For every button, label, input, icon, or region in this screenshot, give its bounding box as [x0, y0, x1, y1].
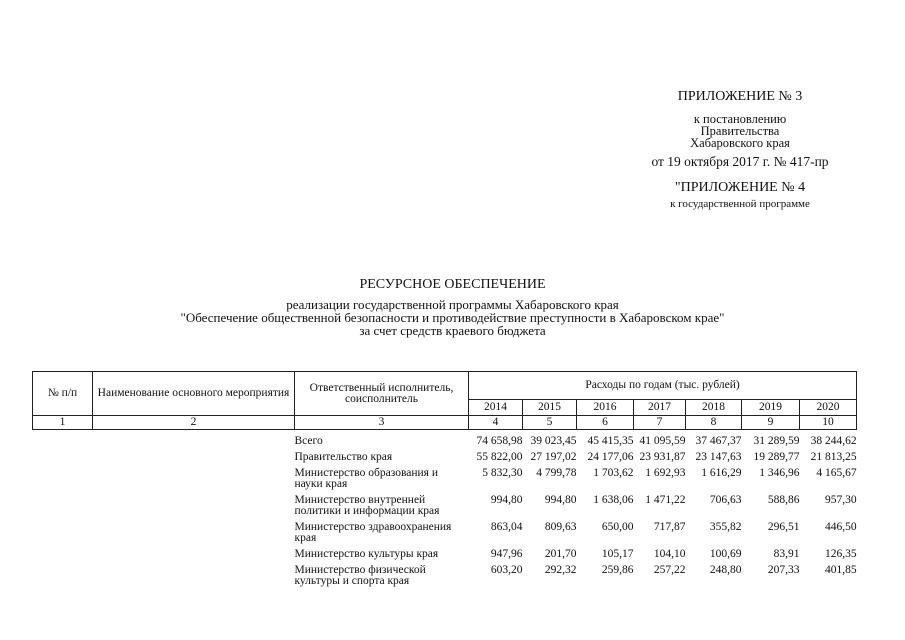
value-cell: 401,85 [824, 564, 857, 576]
column-index: 6 [577, 416, 634, 430]
appendix-date: от 19 октября 2017 г. № 417-пр [651, 154, 829, 169]
value-cell: 1 638,06 [593, 494, 634, 506]
value-cell: 4 799,78 [536, 467, 577, 479]
value-cell: 38 244,62 [810, 435, 857, 447]
value-cell: 1 703,62 [593, 467, 634, 479]
executor-cell: Министерство культуры края [294, 548, 439, 560]
executor-cell: Министерство физической культуры и спорта края [294, 564, 426, 587]
value-cell: 1 692,93 [645, 467, 686, 479]
value-cell: 994,80 [544, 494, 577, 506]
doc-title-line-1: реализации государственной программы Хабаровского края [286, 297, 619, 312]
column-index: 1 [33, 416, 93, 430]
doc-title: РЕСУРСНОЕ ОБЕСПЕЧЕНИЕ [359, 277, 546, 292]
value-cell: 100,69 [709, 548, 742, 560]
value-cell: 446,50 [824, 521, 857, 533]
value-cell: 1 471,22 [645, 494, 686, 506]
table-row [33, 452, 857, 468]
value-cell: 23 147,63 [695, 451, 742, 463]
value-cell: 706,63 [709, 494, 742, 506]
table-row [33, 549, 857, 565]
executor-cell: Министерство внутренней политики и информации края [294, 494, 440, 517]
column-index: 5 [523, 416, 577, 430]
value-cell: 45 415,35 [587, 435, 634, 447]
column-index: 10 [800, 416, 857, 430]
appendix-line-2: Правительства [700, 124, 780, 138]
value-cell: 37 467,37 [695, 435, 742, 447]
value-cell: 74 658,98 [476, 435, 523, 447]
header-number: № п/п [33, 372, 93, 416]
appendix-line-3: Хабаровского края [690, 136, 790, 150]
appendix-title: ПРИЛОЖЕНИЕ № 3 [677, 89, 803, 104]
column-index: 8 [686, 416, 742, 430]
value-cell: 259,86 [601, 564, 634, 576]
value-cell: 248,80 [709, 564, 742, 576]
table-row [33, 495, 857, 522]
value-cell: 126,35 [824, 548, 857, 560]
value-cell: 296,51 [767, 521, 800, 533]
executor-cell: Всего [294, 435, 323, 447]
table-row [33, 436, 857, 452]
doc-title-line-2: "Обеспечение общественной безопасности и противодействие преступности в Хабаровском крае" [180, 310, 725, 325]
value-cell: 717,87 [653, 521, 686, 533]
value-cell: 24 177,06 [587, 451, 634, 463]
value-cell: 947,96 [490, 548, 523, 560]
appendix-subtitle-2: к государственной программе [670, 198, 810, 210]
header-year: 2018 [686, 400, 742, 416]
table-header-row [33, 372, 857, 400]
header-expenses-by-year: Расходы по годам (тыс. рублей) [469, 372, 857, 400]
table-row [33, 565, 857, 592]
value-cell: 39 023,45 [530, 435, 577, 447]
header-year: 2016 [577, 400, 634, 416]
value-cell: 1 346,96 [759, 467, 800, 479]
column-index: 7 [634, 416, 686, 430]
header-year: 2019 [742, 400, 800, 416]
appendix-line-1: к постановлению [693, 112, 787, 126]
value-cell: 83,91 [773, 548, 800, 560]
column-index: 4 [469, 416, 523, 430]
value-cell: 21 813,25 [810, 451, 857, 463]
table-row [33, 522, 857, 549]
value-cell: 588,86 [767, 494, 800, 506]
value-cell: 4 165,67 [816, 467, 857, 479]
value-cell: 809,63 [544, 521, 577, 533]
value-cell: 19 289,77 [753, 451, 800, 463]
header-year: 2020 [800, 400, 857, 416]
value-cell: 994,80 [490, 494, 523, 506]
executor-cell: Министерство здравоохранения края [294, 521, 452, 544]
header-year: 2015 [523, 400, 577, 416]
value-cell: 257,22 [653, 564, 686, 576]
executor-cell: Правительство края [294, 451, 393, 463]
appendix-title-2: "ПРИЛОЖЕНИЕ № 4 [674, 180, 806, 195]
value-cell: 863,04 [490, 521, 523, 533]
value-cell: 650,00 [601, 521, 634, 533]
value-cell: 1 616,29 [701, 467, 742, 479]
header-executor: Ответственный исполнитель, соисполнитель [295, 372, 469, 416]
value-cell: 41 095,59 [639, 435, 686, 447]
value-cell: 5 832,30 [482, 467, 523, 479]
value-cell: 23 931,87 [639, 451, 686, 463]
doc-title-line-3: за счет средств краевого бюджета [359, 323, 546, 338]
column-index: 3 [295, 416, 469, 430]
value-cell: 104,10 [653, 548, 686, 560]
table-row [33, 468, 857, 495]
column-index: 9 [742, 416, 800, 430]
value-cell: 207,33 [767, 564, 800, 576]
value-cell: 603,20 [490, 564, 523, 576]
header-year: 2017 [634, 400, 686, 416]
header-activity-name: Наименование основного мероприятия [93, 372, 295, 416]
value-cell: 957,30 [824, 494, 857, 506]
budget-table [32, 371, 857, 592]
value-cell: 55 822,00 [476, 451, 523, 463]
value-cell: 31 289,59 [753, 435, 800, 447]
executor-cell: Министерство образования и науки края [294, 467, 438, 490]
value-cell: 355,82 [709, 521, 742, 533]
table-column-index-row [33, 416, 857, 430]
value-cell: 292,32 [544, 564, 577, 576]
value-cell: 201,70 [544, 548, 577, 560]
value-cell: 27 197,02 [530, 451, 577, 463]
value-cell: 105,17 [601, 548, 634, 560]
header-year: 2014 [469, 400, 523, 416]
column-index: 2 [93, 416, 295, 430]
